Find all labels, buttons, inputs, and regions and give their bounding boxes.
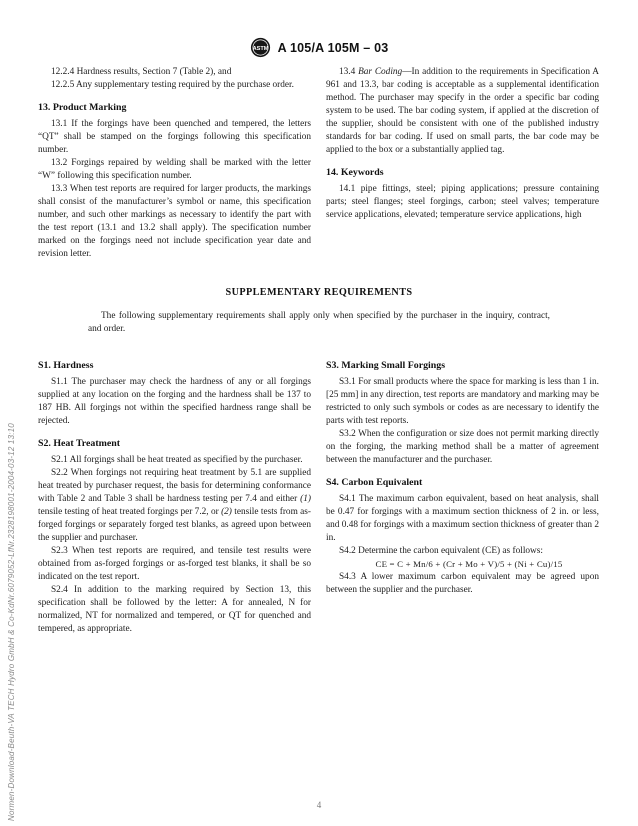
svg-text:ASTM: ASTM	[252, 46, 268, 52]
clause-text: S2.2 When forgings not requiring heat treatment by 5.1 are supplied heat treated by purchaser request, the basis for determining conformance with Table 2 and Table 3 shall be hardness testing per 7.4 and either	[38, 468, 311, 504]
doc-header	[0, 37, 638, 58]
section-s3-heading: S3. Marking Small Forgings	[326, 360, 446, 371]
section-s1-heading: S1. Hardness	[38, 360, 94, 371]
main-section	[38, 66, 600, 261]
clause-s3-2: S3.2 When the configuration or size does not permit marking directly on the forging, the marking method shall be a matter of agreement between the manufacturer and the purchaser.	[326, 429, 599, 465]
clause-12-2-4: 12.2.4 Hardness results, Section 7 (Table 2), and	[51, 67, 232, 77]
clause-12-2-5: 12.2.5 Any supplementary testing required by the purchase order.	[51, 80, 294, 90]
clause-s3-1: S3.1 For small products where the space for marking is less than 1 in. [25 mm] in any direction, test reports are mandatory and marking may be restricted to only such symbols or codes as are necessary to identify the parts with test reports.	[326, 377, 599, 426]
astm-logo-icon	[250, 37, 271, 58]
clause-title-italic: Bar Coding	[358, 67, 403, 77]
clause-text: tensile tests from as-forged forgings or separately forged test blanks, as agreed upon between the supplier and purchaser.	[38, 507, 311, 543]
page-content	[38, 66, 600, 636]
sidebar-watermark: Normen-Download-Beuth-VA TECH Hydro GmbH & Co-KdNr.6079052-LfNr.2328198001-2004-03-12 13:10	[7, 423, 16, 821]
clause-14-1: 14.1 pipe fittings, steel; piping applications; pressure containing parts; steel flanges; steel forgings, carbon; steel valves; temperature service applications, elevated; temperature service applications, high	[326, 184, 599, 220]
clause-s4-3: S4.3 A lower maximum carbon equivalent may be agreed upon between the supplier and the purchaser.	[326, 572, 599, 595]
main-right-column	[326, 66, 599, 261]
clause-number: 13.4	[339, 67, 359, 77]
clause-s4-2: S4.2 Determine the carbon equivalent (CE) as follows:	[339, 546, 543, 556]
supplementary-right-column	[326, 350, 599, 636]
clause-s4-1: S4.1 The maximum carbon equivalent, based on heat analysis, shall be 0.47 for forgings with a maximum section thickness of 2 in. or less, and 0.48 for forgings with a maximum section thickness of greater than 2 in.	[326, 494, 599, 543]
clause-s2-4: S2.4 In addition to the marking required by Section 13, this specification shall be followed by the letter: A for annealed, N for normalized, NT for normalized and tempered, or QT for quenched and tempered, as appropriate.	[38, 585, 311, 634]
section-s4-heading: S4. Carbon Equivalent	[326, 477, 423, 488]
supplementary-requirements-heading: SUPPLEMENTARY REQUIREMENTS	[225, 287, 413, 298]
clause-s2-3: S2.3 When test reports are required, and tensile test results were obtained from as-forged forgings or as-forged test blanks, it shall be so indicated on the test report.	[38, 546, 311, 582]
clause-13-4	[326, 66, 599, 157]
doc-designation: A 105/A 105M – 03	[277, 40, 389, 55]
list-marker-italic: (1)	[300, 494, 311, 504]
supplementary-intro: The following supplementary requirements shall apply only when specified by the purchaser in the inquiry, contract, and order.	[88, 311, 550, 334]
clause-13-3: 13.3 When test reports are required for larger products, the markings shall consist of the manufacturer’s symbol or name, this specification number, and such other markings as necessary to identify the part with the test report (13.1 and 13.2 shall apply). The specification number marked on the forgings need not include specification year date and revision letter.	[38, 184, 311, 259]
supplementary-section	[38, 350, 600, 636]
clause-s1-1: S1.1 The purchaser may check the hardness of any or all forgings supplied at any location on the forging and the hardness shall be 137 to 187 HB. All forgings not within the specified hardness range shall be rejected.	[38, 377, 311, 426]
section-s2-heading: S2. Heat Treatment	[38, 438, 121, 449]
main-left-column	[38, 66, 311, 261]
carbon-equivalent-formula: CE = C + Mn/6 + (Cr + Mo + V)/5 + (Ni + Cu)/15	[375, 559, 563, 569]
clause-text: tensile testing of heat treated forgings per 7.2, or	[38, 507, 222, 517]
section-14-heading: 14. Keywords	[326, 167, 384, 178]
clause-13-2: 13.2 Forgings repaired by welding shall be marked with the letter “W” following this specification number.	[38, 158, 311, 181]
clause-s2-1: S2.1 All forgings shall be heat treated as specified by the purchaser.	[51, 455, 303, 465]
clause-text: —In addition to the requirements in Specification A 961 and 13.3, bar coding is acceptable as a supplemental identification method. The purchaser may specify in the order a specific bar coding system to be used. The bar coding system, if applied at the discretion of the supplier, should be consistent with one of the published industry standards for bar coding. If used on small parts, the bar code may be applied to the box or a substantially applied tag.	[326, 67, 599, 155]
list-marker-italic: (2)	[221, 507, 232, 517]
supplementary-left-column	[38, 350, 311, 636]
section-13-heading: 13. Product Marking	[38, 102, 127, 113]
clause-s2-2	[38, 467, 311, 545]
page-number: 4	[316, 800, 322, 810]
clause-13-1: 13.1 If the forgings have been quenched and tempered, the letters “QT” shall be stamped on the forgings following this specification number.	[38, 119, 311, 155]
